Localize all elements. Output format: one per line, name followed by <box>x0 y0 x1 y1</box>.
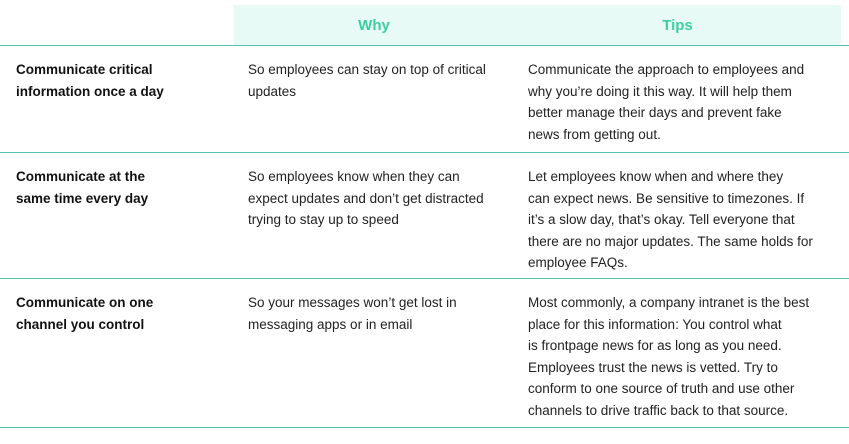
column-header-tips: Tips <box>662 17 693 34</box>
table-row <box>0 46 849 153</box>
row-why: So your messages won’t get lost in messaging apps or in email <box>248 295 457 332</box>
table-header-row <box>0 0 849 46</box>
row-tips: Most commonly, a company intranet is the best place for this information: You control what is frontpage news for as long as you need. Employees trust the news is vetted. Try to conform to one source of truth and use other channels to drive traffic back to that source. <box>528 295 810 418</box>
column-header-why: Why <box>358 17 390 34</box>
table-row <box>0 279 849 428</box>
row-why: So employees can stay on top of critical updates <box>248 62 486 99</box>
row-tips: Communicate the approach to employees and why you’re doing it this way. It will help them better manage their days and prevent fake news from getting out. <box>528 62 805 142</box>
row-topic: Communicate at the same time every day <box>16 169 149 206</box>
row-why: So employees know when they can expect updates and don’t get distracted trying to stay up to speed <box>248 169 484 227</box>
table-row <box>0 153 849 279</box>
row-topic: Communicate critical information once a day <box>16 62 164 99</box>
row-topic: Communicate on one channel you control <box>16 295 154 332</box>
row-tips: Let employees know when and where they can expect news. Be sensitive to timezones. If it’s a slow day, that’s okay. Tell everyone that there are no major updates. The same holds for employee FAQs. <box>528 169 813 270</box>
